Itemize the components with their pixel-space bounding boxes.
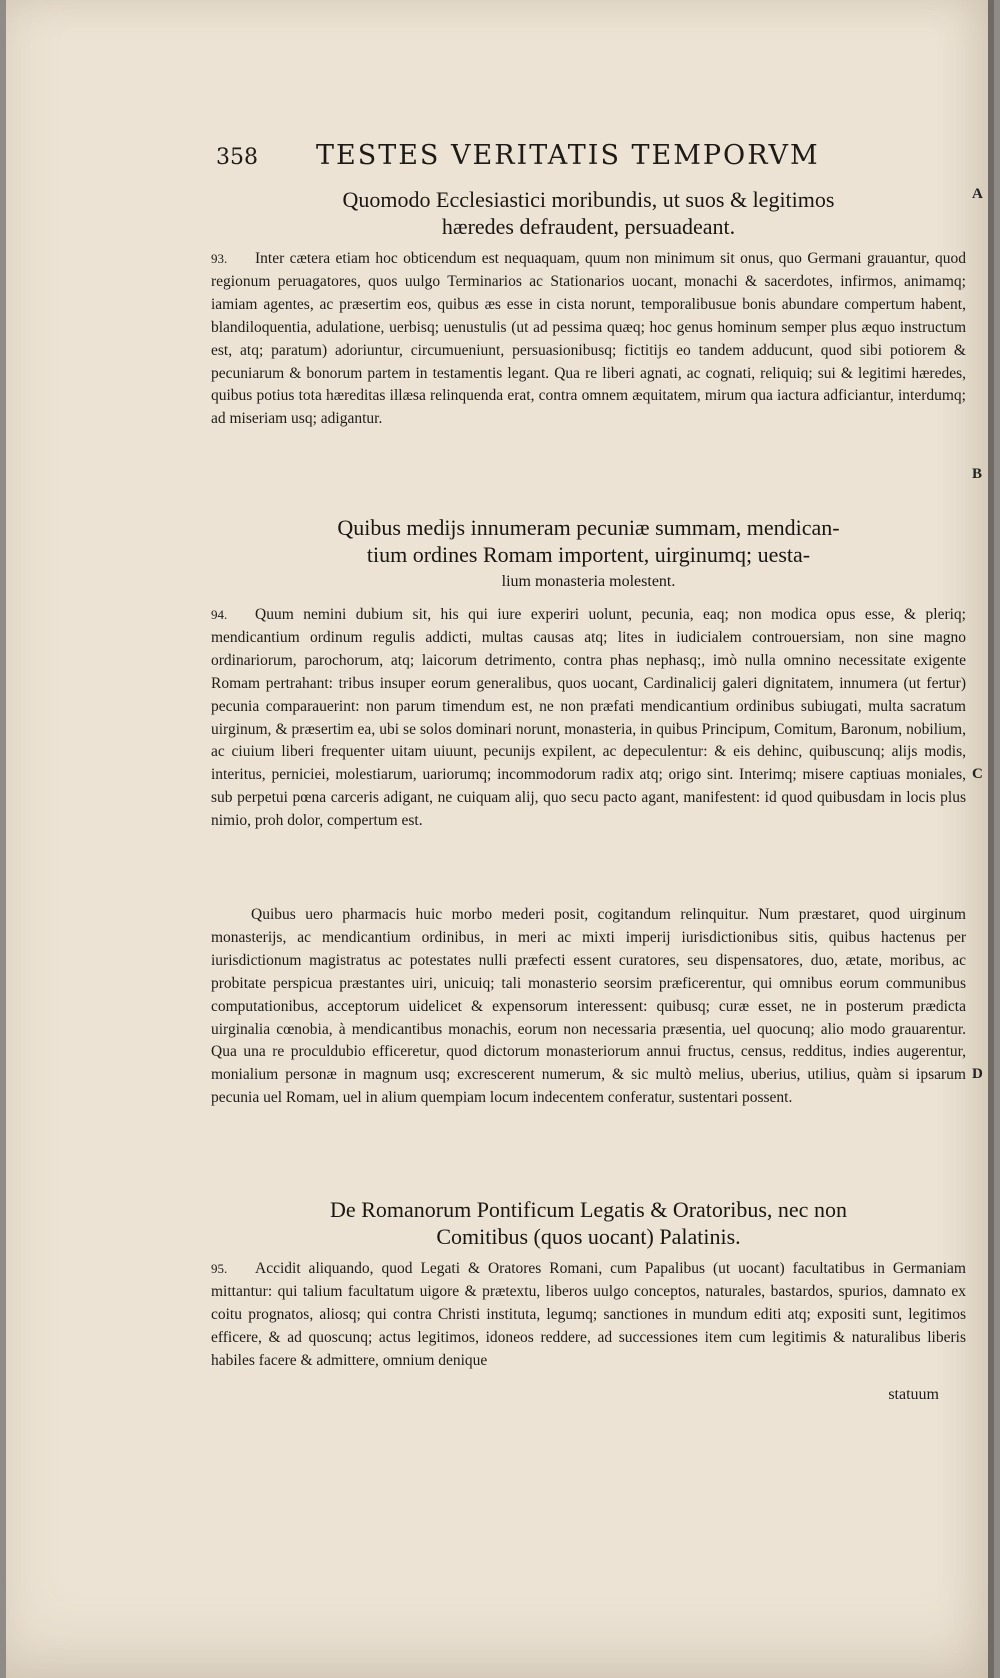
page-edge-shadow xyxy=(988,0,994,1678)
paragraph-95: 95. Accidit aliquando, quod Legati & Oratores Romani, cum Papalibus (ut uocant) facultatibus in Germaniam mittantur: qui talium facultatum uigore & prætextu, liberos uulgo conceptos, naturales, bastardos, spurios, damnato ex coitu prognatos, aliosq; qui contra Christi instituta, legumq; sanctiones in mundum editi atq; expositi sunt, legitimos efficere, & ad quoscunq; actus legitimos, idoneos reddere, ad successiones item cum legitimis & naturalibus liberis habiles facere & admittere, omnium denique xyxy=(211,1260,966,1369)
book-page xyxy=(6,0,994,1678)
section-number: 93. xyxy=(211,251,228,266)
margin-letter-d: D xyxy=(972,1066,983,1082)
running-header xyxy=(216,140,876,171)
margin-letter-c: C xyxy=(972,766,983,782)
running-title: TESTES VERITATIS TEMPORVM xyxy=(316,140,820,171)
paragraph-94-continued: Quibus uero pharmacis huic morbo mederi posit, cogitandum relinquitur. Num præstaret, quod uirginum monasterijs, ac mendicantium ordinibus, in meri ac mixti imperij iurisdictionibus sitis, quibus hactenus per iurisdictionum magistratus ac potestates nulli præfecti essent curatores, seu dispensatores, duo, ætate, moribus, ac probitate perspicua præstantes uiri, unicuiq; tali monasterio seorsim præficerentur, qui omnibus eorum communibus computationibus, acceptorum uidelicet & expensorum interessent: quibusq; curæ esset, ne in posterum prædicta uirginalia cœnobia, à mendicantibus monachis, eorum non necessaria præsentia, uel quocunq; alio modo grauarentur. Qua una re proculdubio efficeretur, quod dictorum monasteriorum annui fructus, census, redditus, indies augerentur, monialium personæ in magnum usq; excrescerent numerum, & sic multò melius, uberius, utilius, quàm si ipsarum pecunia uel Romam, uel in alium quempiam locum indecentem conferatur, sustentari possent. xyxy=(211,906,966,1107)
margin-letter-b: B xyxy=(972,466,983,482)
paragraph-94: 94. Quum nemini dubium sit, his qui iure experiri uolunt, pecunia, eaq; non modica opus esse, & pleriq; mendicantium ordinum regulis addicti, multas causas atq; lites in iudicialem controuersiam, non sine magno ordinariorum, parochorum, atq; laicorum detrimento, contra phas nephasq;, imò nulla omnino necessitate exigente Romam pertrahant: tribus insuper eorum generalibus, quos uocant, Cardinalicij galeri dignitatem, innumera (ut fertur) pecunia comparauerint: non parum timendum est, ne non præfati mendicantium ordinibus subiugati, multa sacratum uirginum, & præsertim ea, ubi se solos dominari norunt, monasteria, in quibus Principum, Comitum, Baronum, nobilium, ac ciuium liberi frequenter uitam uiuunt, pecunijs expilent, ac depeculentur: & eis dehinc, quibuscunq; alijs modis, interitus, perniciei, molestiarum, uariorumq; incommodorum radix atq; origo sint. Interimq; misere captiuas moniales, sub perpetui pœna carceris adigant, ne cuiquam alij, quo secu pacto agant, manifestent: id quod quibusdam in locis plus nimio, proh dolor, compertum est. xyxy=(211,606,966,830)
section-heading-95: De Romanorum Pontificum Legatis & Oratoribus, nec non Comitibus (quos uocant) Palatinis. xyxy=(330,1197,847,1249)
section-heading-93: Quomodo Ecclesiastici moribundis, ut suos & legitimos hæredes defraudent, persuadeant. xyxy=(342,187,835,239)
page-number: 358 xyxy=(216,145,258,170)
section-number: 94. xyxy=(211,607,228,622)
section-number: 95. xyxy=(211,1261,228,1276)
paragraph-93: 93. Inter cætera etiam hoc obticendum est nequaquam, quum non minimum sit onus, quo Germani grauantur, quod regionum peruagatores, quos uulgo Terminarios ac Stationarios uocant, monachi & sacerdotes, infirmos, animamq; iamiam agentes, ac præsertim eos, quibus æs esse in cista norunt, temporalibusue bonis abundare compertum habent, blandiloquentia, adulatione, uerbisq; uenustulis (ut ad pessima quæq; hoc genus hominum semper plus æquo instructum est, atq; paratum) adoriuntur, circumueniunt, persuasionibusq; fictitijs eo tandem adducunt, quod sibi potiorem & pecuniarum & bonorum partem in testamentis legant. Qua re liberi agnati, ac cognati, reliquiq; sui & legitimi hæredes, quibus potius tota hæreditas illæsa relinquenda erat, contra omnem æquitatem, mirum qua iactura adficiantur, interdumq; ad miseriam usq; adigantur. xyxy=(211,250,966,428)
section-heading-94: Quibus medijs innumeram pecuniæ summam, mendican- tium ordines Romam importent, uirginumq; uesta- lium monasteria molestent. xyxy=(337,515,840,590)
margin-letter-a: A xyxy=(972,186,983,202)
catchword: statuum xyxy=(888,1386,939,1403)
